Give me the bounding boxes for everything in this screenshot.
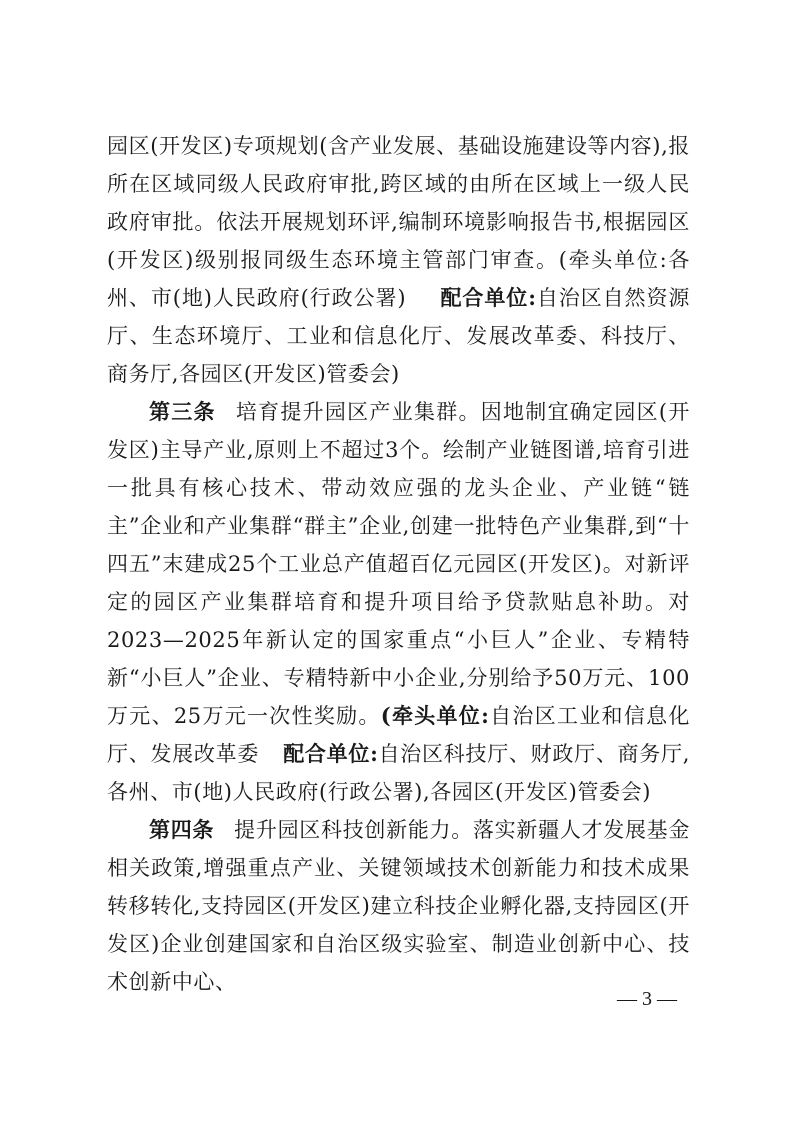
lead-unit-label: (牵头单位: <box>380 703 490 728</box>
article-4-body: 提升园区科技创新能力。落实新疆人才发展基金相关政策,增强重点产业、关键领域技术创新能力和技术成果转移转化,支持园区(开发区)建立科技企业孵化器,支持园区(开发区)企业创建国家和自治区级实验室、制造业创新中心、技术创新中心、 <box>107 818 690 994</box>
article-4-heading: 第四条 <box>149 817 215 842</box>
article-3-heading: 第三条 <box>149 399 216 424</box>
text-segment: 园区(开发区)专项规划(含产业发展、基础设施建设等内容),报所在区域同级人民政府审批,跨区域的由所在区域上一级人民政府审批。依法开展规划环评,编制环境影响报告书,根据园区(开发区)级别报同级生态环境主管部门审查。 <box>107 134 690 272</box>
lead-unit-note: (牵头单位:各州、市(地)人民政府(行政公署) <box>107 248 691 310</box>
article-4-paragraph <box>107 811 690 1001</box>
lead-unit-list: 自治区工业和信息化厅、发展改革委 <box>107 704 691 766</box>
paragraph-continued <box>107 127 690 393</box>
support-unit-list: 自治区科技厅、财政厅、商务厅,各州、市(地)人民政府(行政公署),各园区(开发区)管委会) <box>107 742 690 804</box>
support-unit-label: 配合单位: <box>440 285 537 310</box>
page-number: — 3 — <box>617 988 677 1010</box>
support-unit-list: 自治区自然资源厅、生态环境厅、工业和信息化厅、发展改革委、科技厅、商务厅,各园区(开发区)管委会) <box>107 286 690 386</box>
support-unit-label: 配合单位: <box>283 741 379 766</box>
document-body <box>107 127 690 1001</box>
article-3-paragraph <box>107 393 690 811</box>
article-3-body: 培育提升园区产业集群。因地制宜确定园区(开发区)主导产业,原则上不超过3个。绘制产业链图谱,培育引进一批具有核心技术、带动效应强的龙头企业、产业链“链主”企业和产业集群“群主”企业,创建一批特色产业集群,到“十四五”末建成25个工业总产值超百亿元园区(开发区)。对新评定的园区产业集群培育和提升项目给予贷款贴息补助。对2023—2025年新认定的国家重点“小巨人”企业、专精特新“小巨人”企业、专精特新中小企业,分别给予50万元、100万元、25万元一次性奖励。 <box>107 400 690 728</box>
